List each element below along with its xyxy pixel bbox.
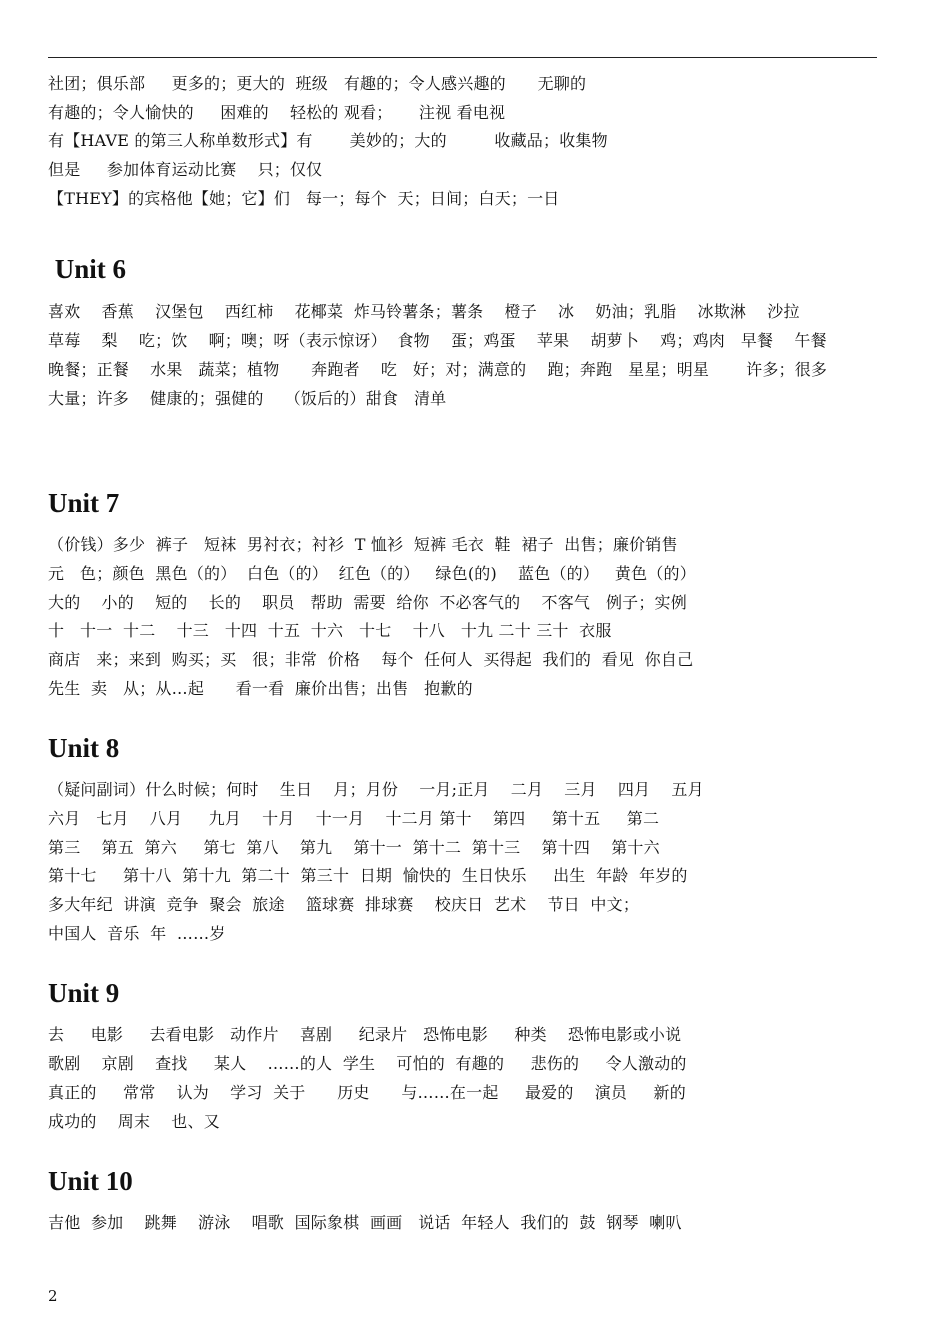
vocab-line: 晚餐；正餐 水果 蔬菜；植物 奔跑者 吃 好；对；满意的 跑；奔跑 星星；明星 许多；很多 <box>48 359 828 379</box>
unit-8-heading: Unit 8 <box>48 733 120 764</box>
page-number: 2 <box>48 1287 58 1305</box>
vocab-line: 先生 卖 从；从…起 看一看 廉价出售；出售 抱歉的 <box>48 678 473 698</box>
unit-6-section <box>48 254 898 413</box>
vocab-line: 中国人 音乐 年 ……岁 <box>48 923 226 943</box>
vocab-line: 元 色；颜色 黑色（的） 白色（的） 红色（的） 绿色(的) 蓝色（的） 黄色（的） <box>48 563 696 583</box>
vocab-line: 有【HAVE 的第三人称单数形式】有 美妙的；大的 收藏品；收集物 <box>48 131 608 151</box>
unit-10-heading: Unit 10 <box>48 1166 133 1197</box>
intro-vocabulary <box>48 70 898 213</box>
vocab-line: 社团；俱乐部 更多的；更大的 班级 有趣的；令人感兴趣的 无聊的 <box>48 74 587 93</box>
vocab-line: 吉他 参加 跳舞 游泳 唱歌 国际象棋 画画 说话 年轻人 我们的 鼓 钢琴 喇叭 <box>48 1213 682 1233</box>
vocab-line: 但是 参加体育运动比赛 只；仅仅 <box>48 160 323 180</box>
vocab-line: 去 电影 去看电影 动作片 喜剧 纪录片 恐怖电影 种类 恐怖电影或小说 <box>48 1025 682 1045</box>
vocab-line: 六月 七月 八月 九月 十月 十一月 十二月 第十 第四 第十五 第二 <box>48 809 660 828</box>
vocab-line: 【THEY】的宾格他【她；它】们 每一；每个 天；日间；白天；一日 <box>48 188 560 208</box>
vocab-line: 十 十一 十二 十三 十四 十五 十六 十七 十八 十九 二十 三十 衣服 <box>48 621 612 641</box>
document-body <box>48 70 898 1238</box>
vocab-line: 多大年纪 讲演 竞争 聚会 旅途 篮球赛 排球赛 校庆日 艺术 节日 中文； <box>48 895 640 915</box>
vocab-line: 商店 来；来到 购买；买 很；非常 价格 每个 任何人 买得起 我们的 看见 你自己 <box>48 649 694 669</box>
vocab-line: 第三 第五 第六 第七 第八 第九 第十一 第十二 第十三 第十四 第十六 <box>48 837 660 857</box>
vocab-line: （疑问副词）什么时候；何时 生日 月；月份 一月;正月 二月 三月 四月 五月 <box>48 780 704 800</box>
vocab-line: 真正的 常常 认为 学习 关于 历史 与……在一起 最爱的 演员 新的 <box>48 1082 686 1102</box>
vocab-line: 有趣的；令人愉快的 困难的 轻松的 观看； 注视 看电视 <box>48 102 506 122</box>
vocab-line: （价钱）多少 裤子 短袜 男衬衣；衬衫 T 恤衫 短裤 毛衣 鞋 裙子 出售；廉价销售 <box>48 535 678 555</box>
vocab-line: 歌剧 京剧 查找 某人 ……的人 学生 可怕的 有趣的 悲伤的 令人激动的 <box>48 1054 687 1074</box>
unit-9-heading: Unit 9 <box>48 978 120 1009</box>
unit-7-heading: Unit 7 <box>48 488 120 519</box>
unit-10-section <box>48 1166 898 1238</box>
unit-7-section <box>48 488 898 703</box>
vocab-line: 第十七 第十八 第十九 第二十 第三十 日期 愉快的 生日快乐 出生 年龄 年岁的 <box>48 866 688 886</box>
vocab-line: 大量；许多 健康的；强健的 （饭后的）甜食 清单 <box>48 388 447 408</box>
unit-6-heading: Unit 6 <box>48 254 127 285</box>
unit-8-section <box>48 733 898 948</box>
header-rule <box>48 57 877 58</box>
vocab-line: 喜欢 香蕉 汉堡包 西红柿 花椰菜 炸马铃薯条；薯条 橙子 冰 奶油；乳脂 冰欺淋 沙拉 <box>48 302 800 322</box>
vocab-line: 大的 小的 短的 长的 职员 帮助 需要 给你 不必客气的 不客气 例子；实例 <box>48 592 687 612</box>
vocab-line: 草莓 梨 吃；饮 啊；噢；呀（表示惊讶） 食物 蛋；鸡蛋 苹果 胡萝卜 鸡；鸡肉 早餐 午餐 <box>48 331 827 351</box>
vocab-line: 成功的 周末 也、又 <box>48 1111 220 1131</box>
unit-9-section <box>48 978 898 1136</box>
